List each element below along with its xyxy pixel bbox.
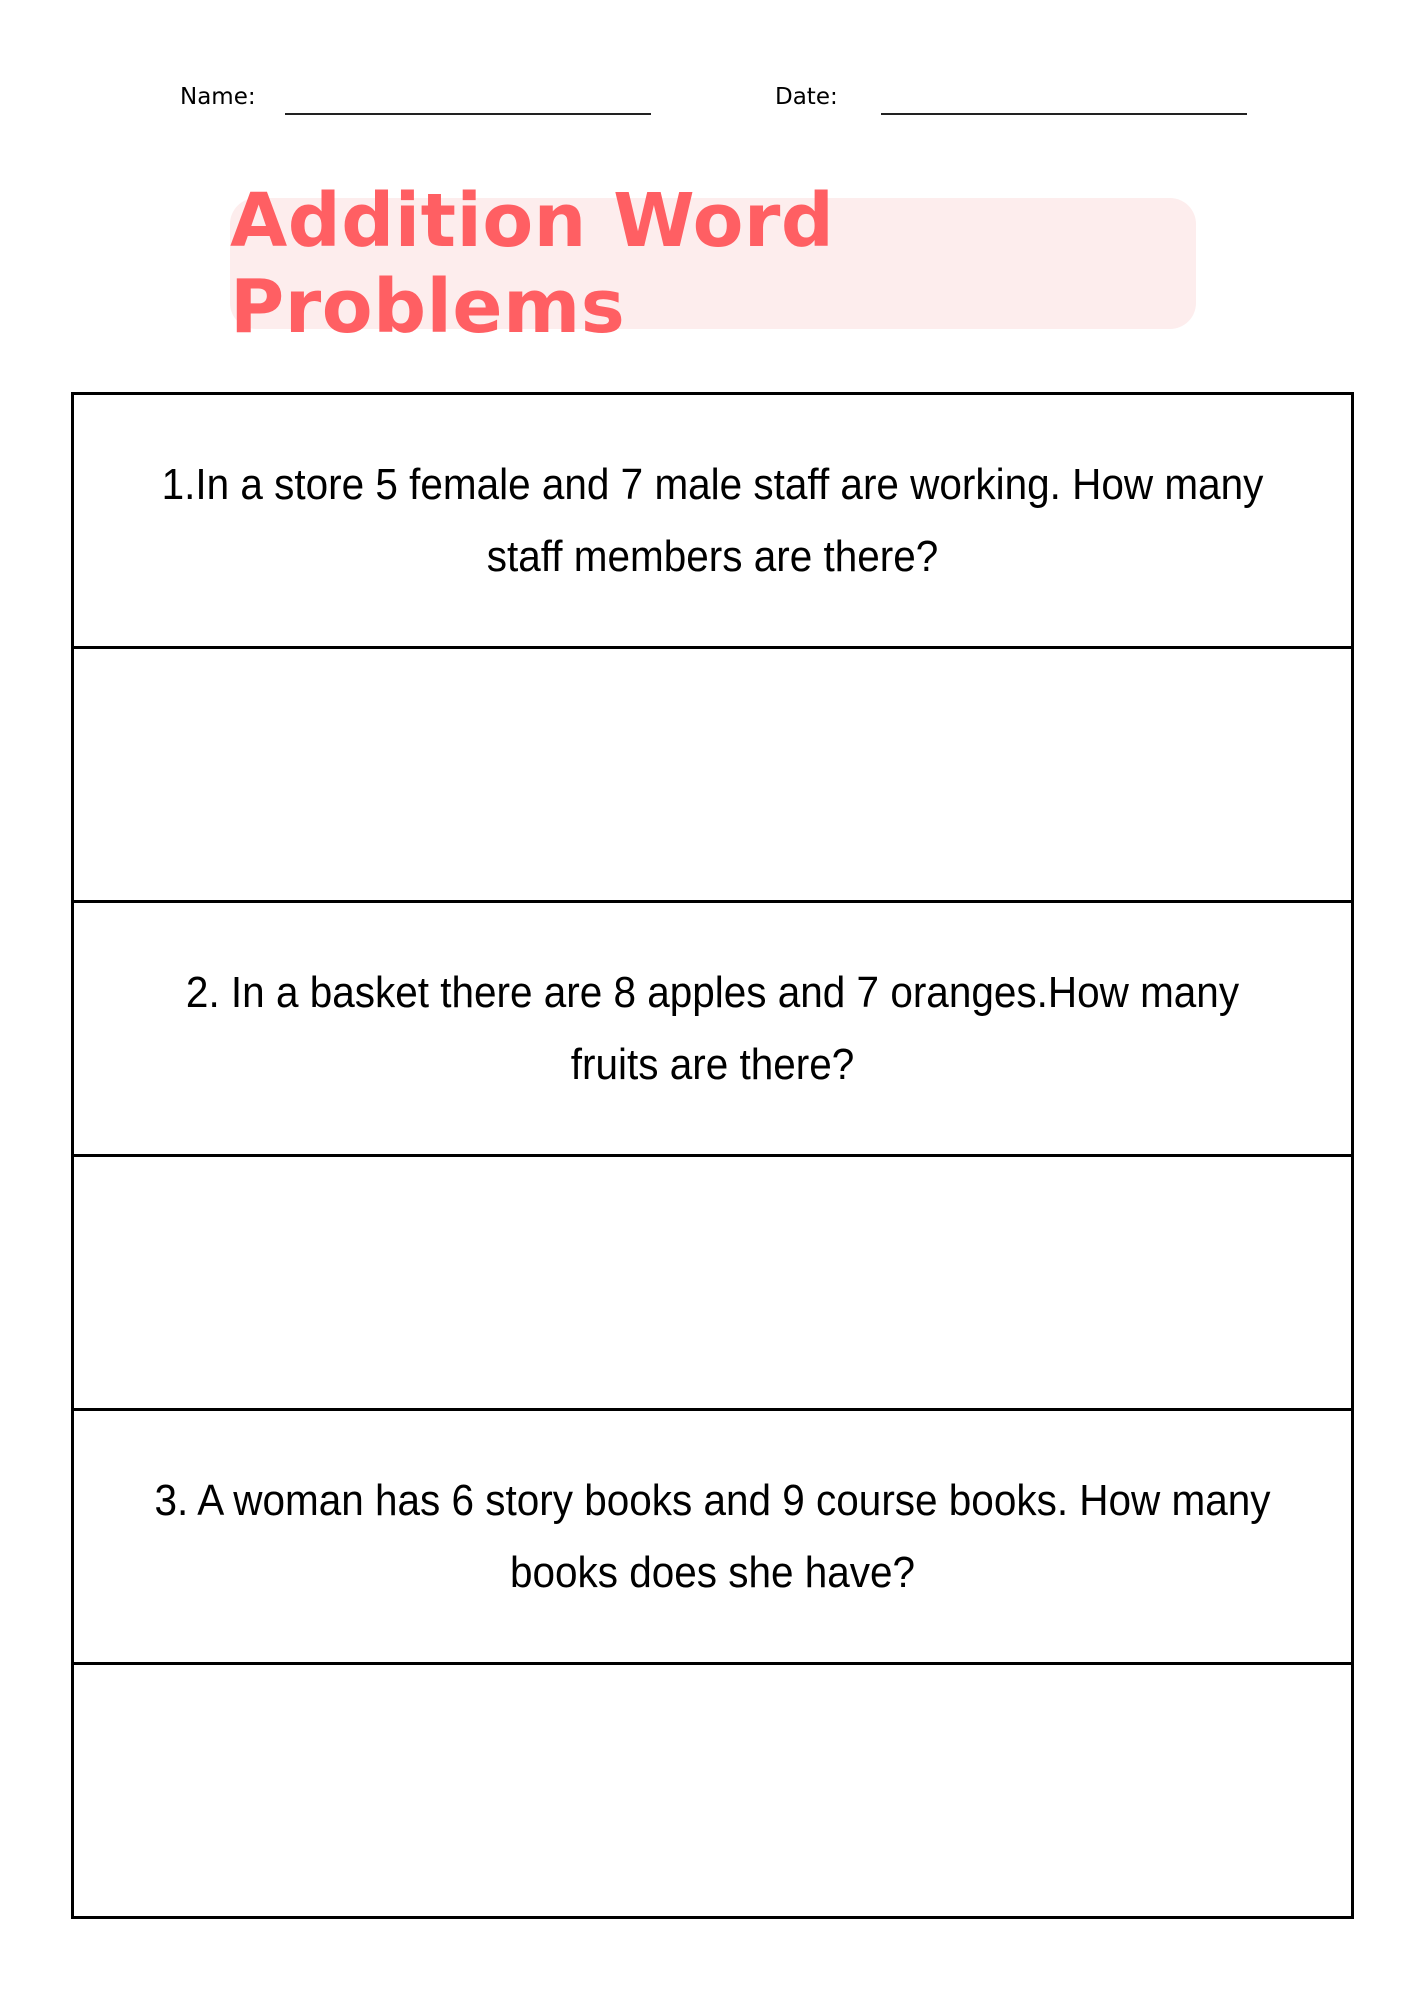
date-field-line[interactable] xyxy=(881,113,1247,115)
question-row-2 xyxy=(74,900,1351,1154)
page-title: Addition Word Problems xyxy=(230,177,835,350)
name-label: Name: xyxy=(180,84,256,110)
question-row-3 xyxy=(74,1408,1351,1662)
title-banner xyxy=(230,177,1196,350)
date-label: Date: xyxy=(775,84,838,110)
question-row-1 xyxy=(74,395,1351,646)
question-text: 2. In a basket there are 8 apples and 7 oranges.How many fruits are there? xyxy=(185,967,1240,1089)
name-field-line[interactable] xyxy=(285,113,651,115)
answer-box-3[interactable] xyxy=(74,1662,1351,1916)
problems-table xyxy=(71,392,1354,1919)
answer-box-1[interactable] xyxy=(74,646,1351,900)
answer-box-2[interactable] xyxy=(74,1154,1351,1408)
question-text: 3. A woman has 6 story books and 9 course books. How many books does she have? xyxy=(154,1475,1271,1597)
question-text: 1.In a store 5 female and 7 male staff are working. How many staff members are there? xyxy=(161,459,1264,581)
